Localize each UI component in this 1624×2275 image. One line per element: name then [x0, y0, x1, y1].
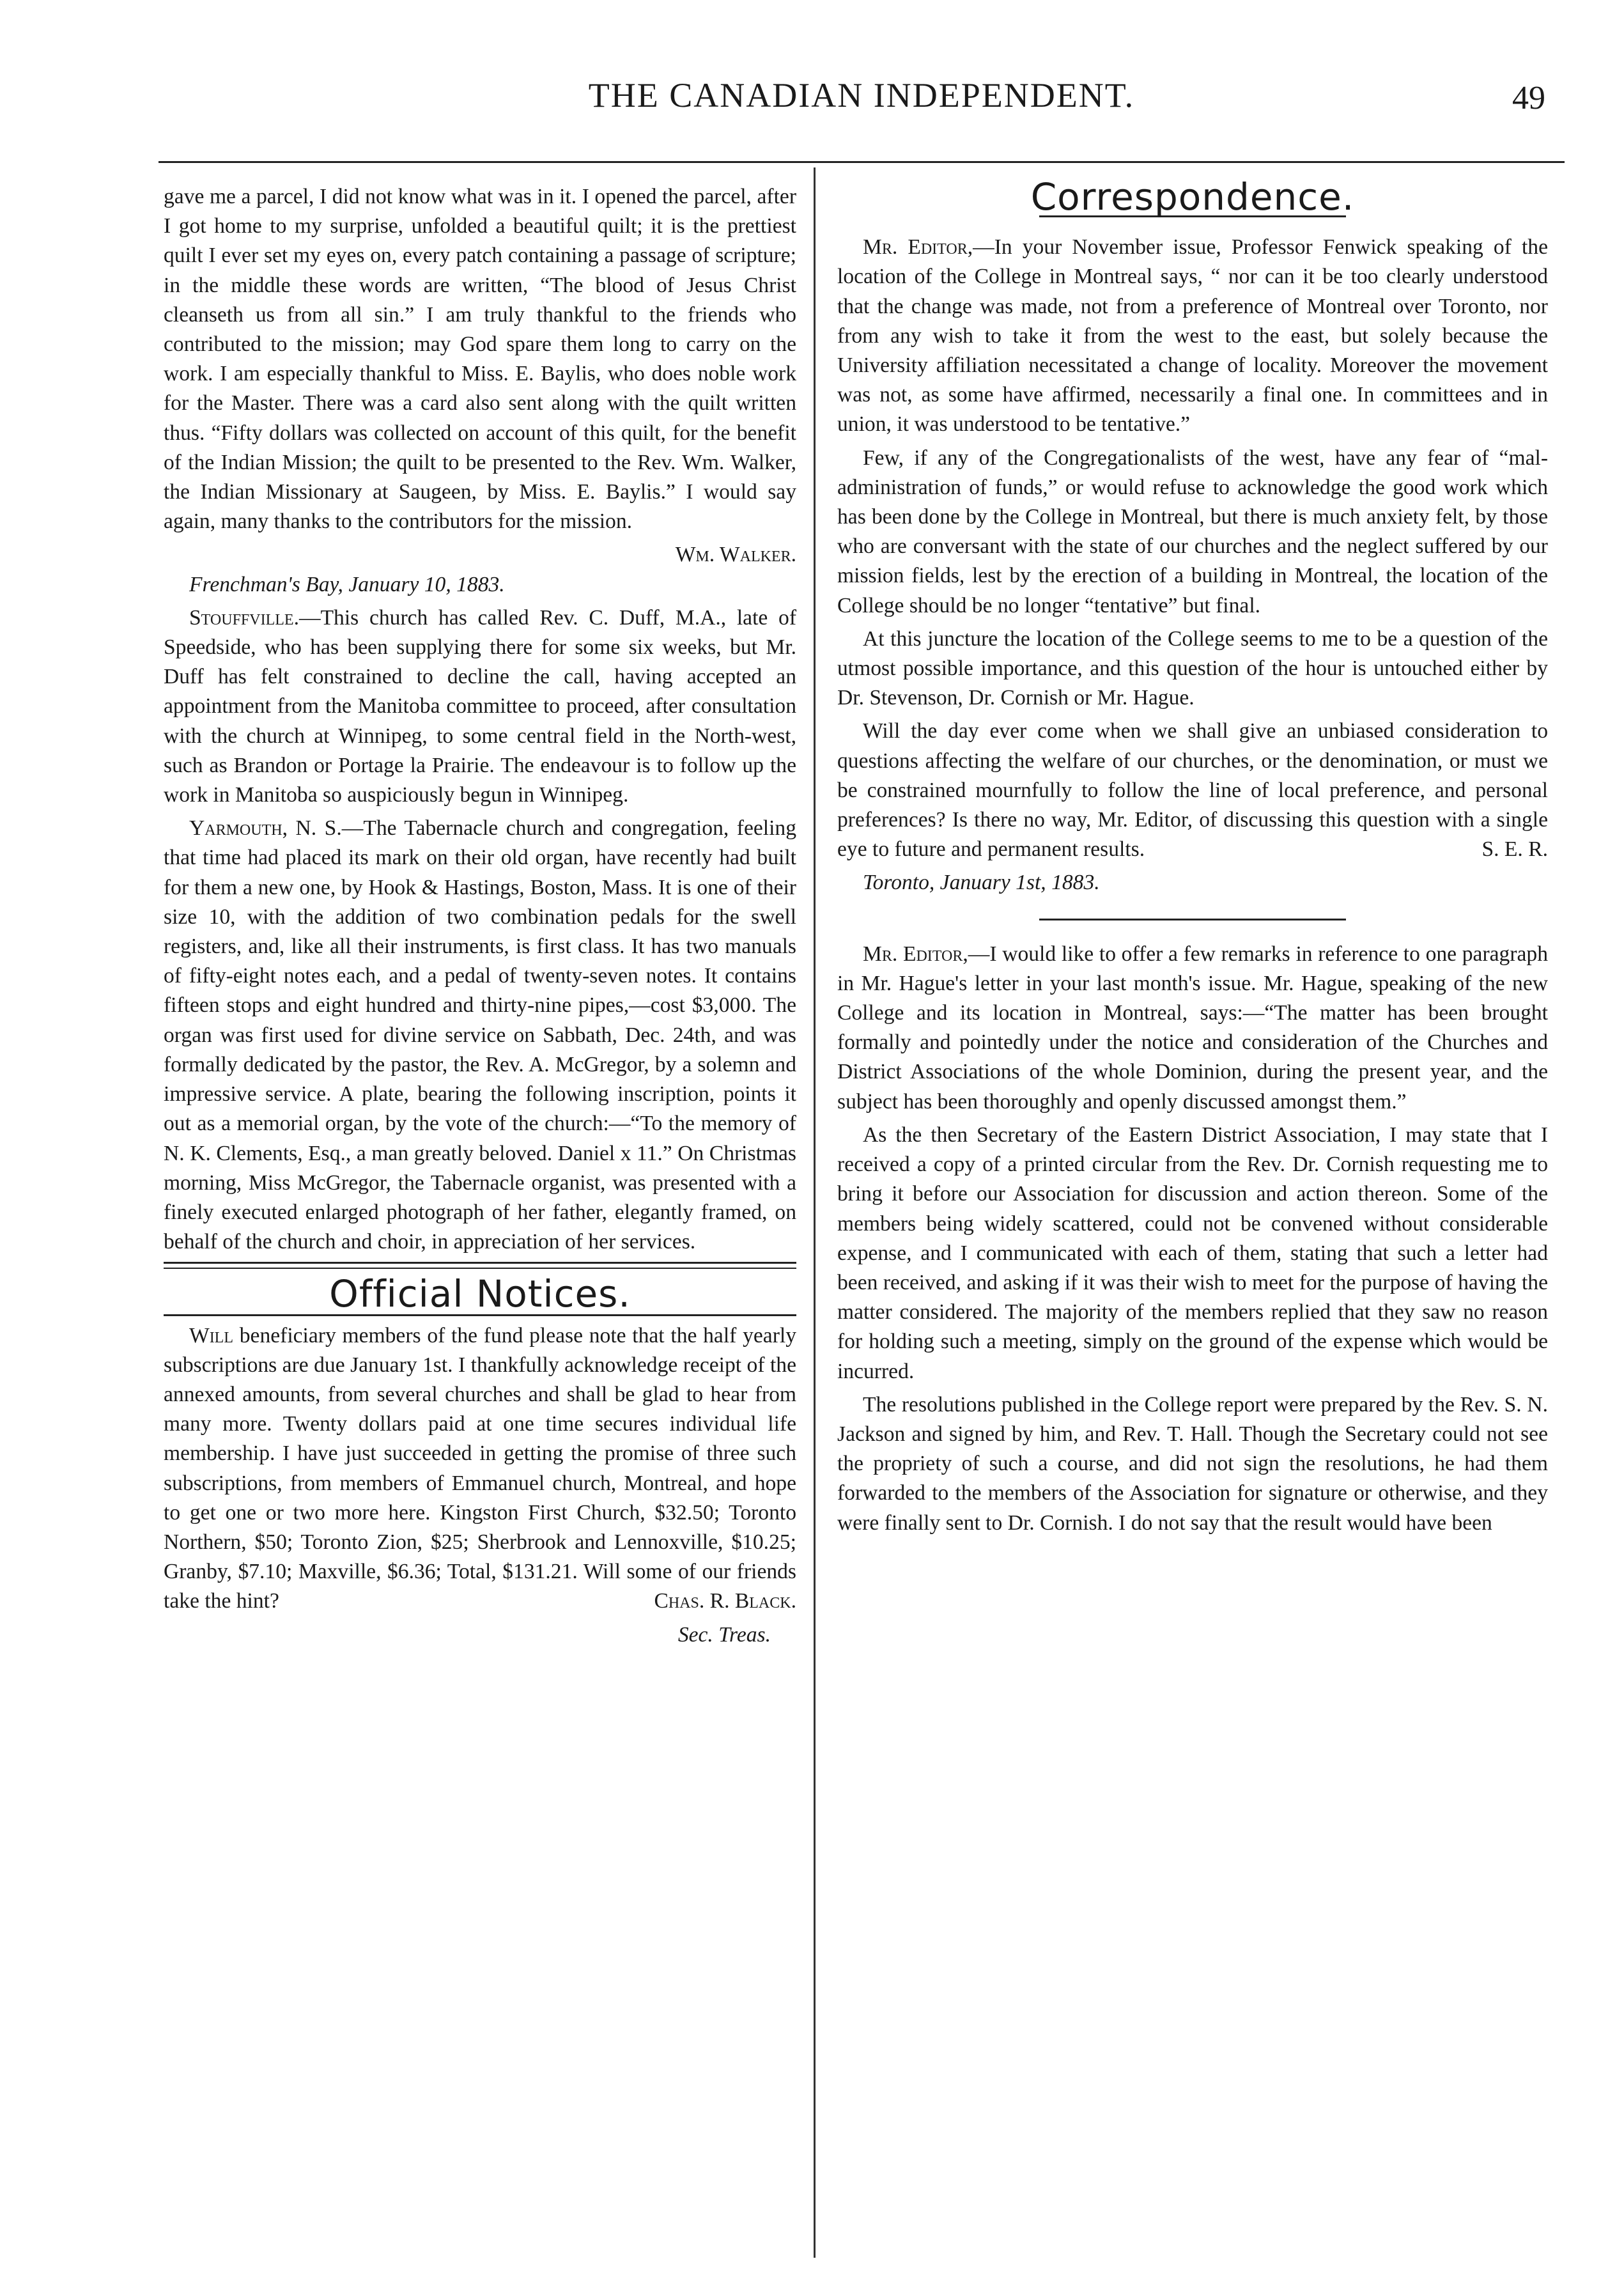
letter2-salutation: Mr. Editor, [863, 942, 968, 966]
notices-title: Sec. Treas. [677, 1622, 771, 1647]
letter-dateline: Frenchman's Bay, January 10, 1883. [189, 572, 505, 596]
page-header [159, 75, 1565, 146]
notices-item [164, 1321, 796, 1617]
left-column [164, 182, 796, 1650]
stouffville-lead: Stouffville. [189, 605, 299, 630]
column-divider [814, 167, 816, 2258]
stouffville-text: —This church has called Rev. C. Duff, M.A., late of Speedside, who has been supplying there for some six weeks, but Mr. Duff has felt constrained to decline the call, having accepted an appointment from the Manitoba committee to proceed, after consultation with the church at Winnipeg, to some central field in the North-west, such as Brandon or Portage la Prairie. The endeavour is to follow up the work in Manitoba so auspiciously begun in Winnipeg. [164, 605, 796, 807]
right-column [837, 175, 1548, 1542]
yarmouth-lead: Yarmouth, N. S. [189, 816, 342, 841]
letter2-p1: Mr. Editor,—I would like to offer a few remarks in reference to one paragraph in Mr. Hague's letter in your last month's issue. Mr. Hague, speaking of the new College and its location in Montreal, says:—“The matter has been brought formally and pointedly under the notice and consideration of the Churches and District Associations of the whole Dominion, during the present year, and the subject has been thoroughly and openly discussed amongst them.” [837, 942, 1548, 1114]
notices-lead: Will [189, 1323, 234, 1347]
notices-text: beneficiary members of the fund please note that the half yearly subscriptions are due January 1st. I thankfully acknowledge receipt of the annexed amounts, from several churches and shall be glad to hear from many more. Twenty dollars paid at one time secures individual life membership. I have just succeeded in getting the promise of three such subscriptions, from members of Emmanuel church, Montreal, and hope to get one or two more here. Kingston First Church, $32.50; Toronto Northern, $50; Toronto Zion, $25; Sherbrook and Lennoxville, $10.25; Granby, $7.10; Maxville, $6.36; Total, $131.21. Will some of our friends take the hint? [164, 1323, 796, 1613]
letter1-signature: S. E. R. [1481, 837, 1548, 862]
page-number: 49 [1512, 80, 1545, 116]
letter1-dateline: Toronto, January 1st, 1883. [863, 871, 1100, 895]
letter1-p1: Mr. Editor,—In your November issue, Professor Fenwick speaking of the location of the College in Montreal says, “ nor can it be too clearly understood that the change was made, not from a preference of Montreal over Toronto, nor from any wish to take it from the west to the east, but solely because the University affiliation necessitated a change of locality. Moreover the movement was not, as some have affirmed, necessarily a final one. In committees and in union, it was understood to be tentative.” [837, 235, 1548, 437]
letter1-p3: At this juncture the location of the College seems to me to be a question of the utmost possible importance, and this question of the hour is untouched either by Dr. Stevenson, Dr. Cornish or Mr. Hague. [837, 626, 1548, 710]
yarmouth-text: —The Tabernacle church and congregation, feeling that time had placed its mark on their old organ, have recently had built for them a new one, by Hook & Hastings, Boston, Mass. It is one of their size 10, with the addition of two combination pedals for the swell registers, and, like all their instruments, is first class. It has two manuals of fifty-eight notes each, and a pedal of twenty-seven notes. It contains fifteen stops and eight hundred and thirty-nine pipes,—cost $3,000. The organ was first used for divine service on Sabbath, Dec. 24th, and was formally dedicated by the pastor, the Rev. A. McGregor, by a solemn and impressive service. A plate, bearing the following inscription, points it out as a memorial organ, by the vote of the church:—“To the memory of N. K. Clements, Esq., a man greatly beloved. Daniel x 11.” On Christmas morning, Miss McGregor, the Tabernacle organist, was presented with a finely executed enlarged photograph of her father, elegantly framed, on behalf of the church and choir, in appreciation of her services. [164, 816, 796, 1254]
correspondence-heading: Correspondence. [1030, 175, 1355, 219]
section-rule [164, 1262, 796, 1269]
header-rule [159, 161, 1565, 163]
notices-signature: Chas. R. Black. [654, 1589, 796, 1613]
letter-signature: Wm. Walker. [675, 543, 796, 567]
letter2-p3: The resolutions published in the College report were prepared by the Rev. S. N. Jackson and signed by him, and Rev. T. Hall. Though the Secretary could not see the propriety of such a course, and did not sign the resolutions, he had them forwarded to the members of the Association for signature or otherwise, and they were finally sent to Dr. Cornish. I do not say that the result would have been [837, 1392, 1548, 1535]
letter1-p4: Will the day ever come when we shall give an unbiased consideration to questions affecting the welfare of our churches, or the denomination, or must we be constrained mournfully to follow the line of local preference, and personal preferences? Is there no way, Mr. Editor, of discussing this question with a single eye to future and permanent results. S. E. R. [837, 717, 1548, 864]
letter-text: gave me a parcel, I did not know what was in it. I opened the parcel, after I got home to my surprise, unfolded a beautiful quilt; it is the prettiest quilt I ever set my eyes on, every patch containing a passage of scripture; in the middle these words are written, “The blood of Jesus Christ cleanseth us from all sin.” I am truly thankful to the friends who contributed to the mission; may God spare them long to carry on the work. I am especially thankful to Miss. E. Baylis, who does noble work for the Master. There was a card also sent along with the quilt written thus. “Fifty dollars was collected on account of this quilt, for the benefit of the Indian Mission; the quilt to be presented to the Rev. Wm. Walker, the Indian Missionary at Saugeen, by Miss. E. Baylis.” I would say again, many thanks to the contributors for the mission. [164, 185, 796, 534]
letter2-p2: As the then Secretary of the Eastern District Association, I may state that I received a copy of a printed circular from the Rev. Dr. Cornish requesting me to bring it before our Association for discussion and action thereon. Some of the members being widely scattered, could not be convened without considerable expense, and I communicated with each of them, stating that such a letter had been received, and asking if it was their wish to meet for the purpose of having the matter considered. The majority of the members replied that they saw no reason for holding such a meeting, simply on the ground of the expense which would be incurred. [837, 1122, 1548, 1383]
letter-separator [1039, 919, 1346, 920]
official-notices-heading: Official Notices. [329, 1272, 631, 1316]
running-title: THE CANADIAN INDEPENDENT. [588, 76, 1135, 114]
letter1-salutation: Mr. Editor, [863, 235, 973, 260]
stouffville-item [164, 603, 796, 810]
letter1-p2: Few, if any of the Congregationalists of the west, have any fear of “mal-administration of funds,” or would refuse to acknowledge the good work which has been done by the College in Montreal, but there is much anxiety felt, by those who are conversant with the state of our churches and the neglect suffered by our mission fields, lest by the erection of a building in Montreal, the location of the College should be no longer “tentative” but final. [837, 446, 1548, 617]
yarmouth-item [164, 814, 796, 1257]
